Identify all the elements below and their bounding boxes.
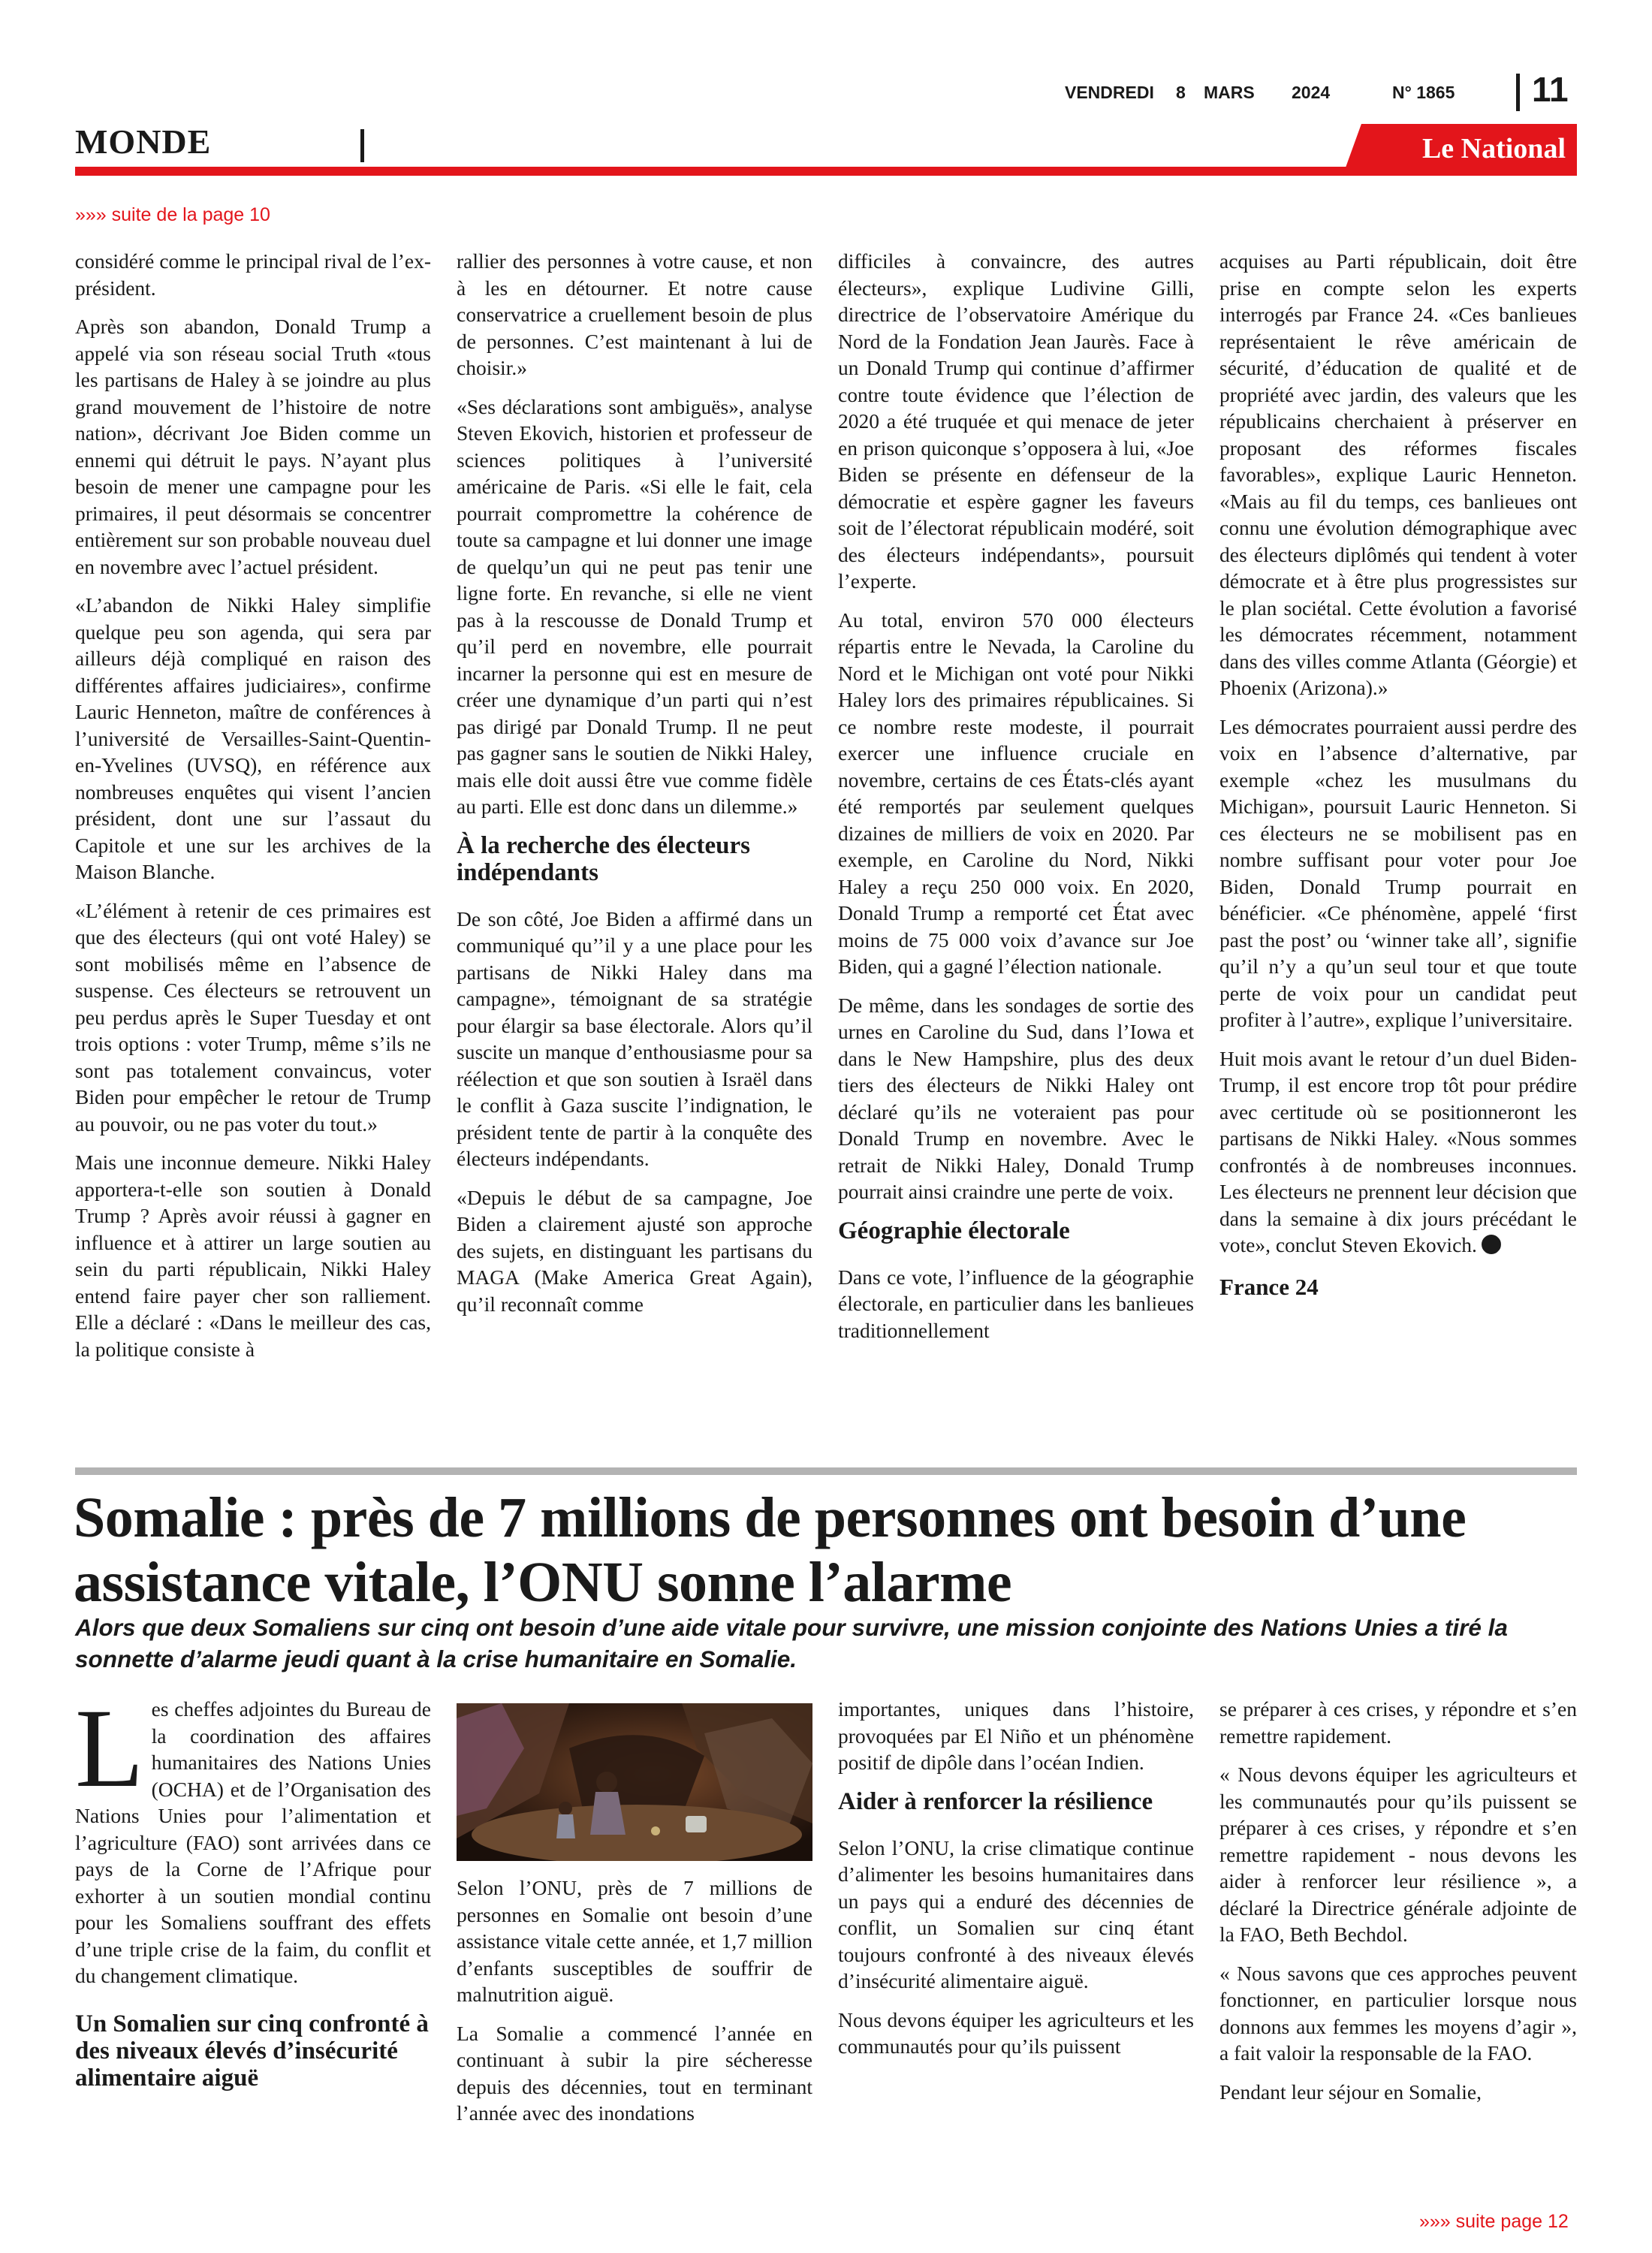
- paragraph: Mais une inconnue demeure. Nikki Haley apportera-t-elle son soutien à Donald Trump ? Après avoir réussi à gagner en influence et à attirer un large soutien au sein du parti républicain, Nikki Haley entend faire payer cher son ralliement. Elle a déclaré : «Dans le meilleur des cas, la politique consiste à: [75, 1151, 431, 1361]
- paragraph: De même, dans les sondages de sortie des urnes en Caroline du Sud, dans l’Iowa et dans le New Hampshire, plus des deux tiers des électeurs de Nikki Haley ont déclaré qu’ils ne voteraient pas pour Donald Trump en novembre. Avec le retrait de Nikki Haley, Donald Trump pourrait ainsi craindre une perte de voix.: [838, 993, 1194, 1203]
- paragraph: Après son abandon, Donald Trump a appelé via son réseau social Truth «tous les partisans de Haley à se joindre au plus grand mouvement de l’histoire de notre nation», décrivant Joe Biden comme un ennemi qui détruit le pays. N’ayant plus besoin de mener une campagne pour les primaires, il peut désormais se concentrer entièrement sur son probable nouveau duel en novembre avec l’actuel président.: [75, 315, 431, 578]
- paragraph: Selon l’ONU, près de 7 millions de personnes en Somalie ont besoin d’une assistance vitale cette année, et 1,7 million d’enfants susceptibles de souffrir de malnutrition aiguë.: [457, 1876, 812, 2006]
- paragraph: considéré comme le principal rival de l’ex-président.: [75, 249, 431, 300]
- article1-column-4: [1219, 248, 1577, 1300]
- article2-headline: Somalie : près de 7 millions de personnes ont besoin d’une assistance vitale, l’ONU sonne l’alarme: [74, 1486, 1467, 1614]
- header-month: MARS: [1204, 83, 1255, 102]
- paragraph: Nous devons équiper les agriculteurs et les communautés pour qu’ils puissent: [838, 2007, 1194, 2058]
- drop-cap: L: [75, 1686, 144, 1811]
- paragraph: [75, 1686, 431, 1989]
- article2-column-4: [1219, 1696, 1577, 2117]
- article2-standfirst: Alors que deux Somaliens sur cinq ont besoin d’une aide vitale pour survivre, une mission conjointe des Nations Unies a tiré la sonnette d’alarme jeudi quant à la crise humanitaire en Somalie.: [75, 1614, 1508, 1672]
- article2-column-2: [457, 1874, 812, 2139]
- header-day: VENDREDI: [1065, 83, 1154, 102]
- header-issue-number: N° 1865: [1392, 83, 1455, 102]
- paragraph: « Nous devons équiper les agriculteurs et les communautés pour qu’ils puissent se préparer à ces crises, y répondre et s’en remettre rapidement - nous devons les aider à renforcer leur résilience », a déclaré la Directrice générale adjointe de la FAO, Beth Bechdol.: [1219, 1763, 1577, 1946]
- article-photo: [457, 1703, 812, 1861]
- paragraph: importantes, uniques dans l’histoire, provoquées par El Niño et un phénomène positif de dipôle dans l’océan Indien.: [838, 1697, 1194, 1774]
- subheading-resilience: Aider à renforcer la résilience: [838, 1787, 1153, 1815]
- paragraph: « Nous savons que ces approches peuvent fonctionner, en particulier lorsque nous donnons aux femmes les moyens d’agir », a fait valoir la responsable de la FAO.: [1219, 1961, 1577, 2064]
- paragraph: Selon l’ONU, la crise climatique continue d’alimenter les besoins humanitaires dans un pays qui a enduré des décennies de conflit, un Somalien sur cinq étant toujours confronté à des niveaux élevés d’insécurité alimentaire aiguë.: [838, 1835, 1194, 1992]
- hexagon-end-icon: [1482, 1235, 1501, 1254]
- paragraph: «L’abandon de Nikki Haley simplifie quelque peu son agenda, qui sera par ailleurs déjà compliqué en raison des différentes affaires judiciaires», confirme Lauric Henneton, maître de conférences à l’université de Versailles-Saint-Quentin-en-Yvelines (UVSQ), en référence aux nombreuses enquêtes qui visent l’ancien président, dont une sur l’assaut du Capitole et une sur les archives de la Maison Blanche.: [75, 593, 431, 883]
- subheading-independents: À la recherche des électeurs indépendants: [457, 831, 750, 886]
- paragraph: difficiles à convaincre, des autres électeurs», explique Ludivine Gilli, directrice de l’observatoire Amérique du Nord de la Fondation Jean Jaurès. Face à un Donald Trump qui continue d’affirmer contre toute évidence que l’élection de 2020 a été truquée et qui menace de jeter en prison quiconque s’opposera à lui, «Joe Biden se présente en défenseur de la démocratie et espère gagner les faveurs soit de l’électorat républicain modéré, soit des électeurs indépendants», poursuit l’experte.: [838, 249, 1194, 593]
- continued-from-label: »»» suite de la page 10: [75, 204, 270, 225]
- page-number: 11: [1532, 70, 1569, 109]
- paragraph: Au total, environ 570 000 électeurs répartis entre le Nevada, la Caroline du Nord et le Michigan ont voté pour Nikki Haley lors des primaires républicaines. Si ce nombre reste modeste, il pourrait exercer une influence cruciale en novembre, certains de ces États-clés ayant été remportés par seulement quelques dizaines de milliers de voix en 2020. Par exemple, en Caroline du Nord, Nikki Haley a reçu 250 000 voix. En 2020, Donald Trump a remporté cet État avec moins de 75 000 voix d’avance sur Joe Biden, qui a gagné l’élection nationale.: [838, 608, 1194, 978]
- paragraph: «L’élément à retenir de ces primaires est que des électeurs (qui ont voté Haley) se sont mobilisés même en l’absence de suspense. Ces électeurs se retrouvent un peu perdus après le Super Tuesday et ont trois options : voter Trump, même s’ils ne sont pas totalement convaincus, voter Biden pour empêcher le retour de Trump au pouvoir, ou ne pas voter du tout.»: [75, 898, 431, 1136]
- paragraph: Pendant leur séjour en Somalie,: [1219, 2080, 1482, 2104]
- photo-illustration: [457, 1703, 812, 1861]
- paragraph: acquises au Parti républicain, doit être prise en compte selon les experts interrogés par France 24. «Ces banlieues représentaient le rêve américain de sécurité, d’éducation de qualité et de propriété avec jardin, des valeurs que les républicains cherchaient à préserver en proposant des réformes fiscales favorables», explique Lauric Henneton. «Mais au fil du temps, ces banlieues ont connu une évolution démographique avec des électeurs diplômés qui tendent à voter démocrate et à être plus progressistes sur le plan sociétal. Cette évolution a favorisé les démocrates récemment, notamment dans des villes comme Atlanta (Géorgie) et Phoenix (Arizona).»: [1219, 249, 1577, 699]
- article2-column-1: [75, 1686, 431, 2111]
- paragraph: Les démocrates pourraient aussi perdre des voix en l’absence d’alternative, par exemple «chez les musulmans du Michigan», poursuit Lauric Henneton. Si ces électeurs ne se mobilisent pas en nombre suffisant pour voter pour Joe Biden, Donald Trump pourrait en bénéficier. «Ce phénomène, appelé ‘first past the post’ ou ‘winner take all’, signifie qu’il n’y a qu’un seul tour et que toute perte de voix pour un candidat peut profiter à l’autre», explique l’universitaire.: [1219, 714, 1577, 1031]
- paragraph-text: Huit mois avant le retour d’un duel Biden-Trump, il est encore trop tôt pour prédire avec certitude où se positionneront les partisans de Nikki Haley. «Nous sommes confrontés à de nombreuses inconnues. Les électeurs ne prennent leur décision que dans la semaine à dix jours précédant le vote», conclut Steven Ekovich.: [1219, 1046, 1577, 1256]
- paragraph: «Ses déclarations sont ambiguës», analyse Steven Ekovich, historien et professeur de sciences politiques à l’université américaine de Paris. «Si elle le fait, cela pourrait compromettre la cohérence de toute sa campagne et lui donner une image de quelqu’un qui ne peut pas tenir une ligne forte. En revanche, si elle ne vient pas à la rescousse de Donald Trump et qu’il perd en novembre, elle pourrait incarner la personne qui est en mesure de créer une dynamique d’un parti qui n’est pas dirigé par Donald Trump. Il ne peut pas gagner sans le soutien de Nikki Haley, mais elle doit aussi être vue comme fidèle au parti. Elle est donc dans un dilemme.»: [457, 394, 812, 818]
- paragraph: se préparer à ces crises, y répondre et s’en remettre rapidement.: [1219, 1697, 1577, 1748]
- paragraph: [1219, 1045, 1577, 1259]
- header-date-number: 8: [1176, 83, 1186, 102]
- article2-column-3: [838, 1696, 1194, 2072]
- section-title: MONDE: [75, 122, 212, 161]
- page-number-divider: [1516, 74, 1520, 111]
- paragraph: rallier des personnes à votre cause, et non à les en détourner. Et notre cause conservatrice a cruellement besoin de plus de personnes. C’est maintenant à lui de choisir.»: [457, 249, 812, 379]
- continued-to-label: »»» suite page 12: [1419, 2211, 1569, 2232]
- subheading-food-insecurity: Un Somalien sur cinq confronté à des niveaux élevés d’insécurité alimentaire aiguë: [75, 2010, 429, 2092]
- brand-name: Le National: [1421, 133, 1566, 164]
- paragraph-text: es cheffes adjointes du Bureau de la coordination des affaires humanitaires des Nations Unies (OCHA) et de l’Organisation des Nations Unies pour l’alimentation et l’agriculture (FAO) sont arrivées dans ce pays de la Corne de l’Afrique pour exhorter à un soutien mondial continu pour les Somaliens souffrant des effets d’une triple crise de la faim, du conflit et du changement climatique.: [75, 1697, 431, 1987]
- article-divider: [75, 1467, 1577, 1475]
- article1-column-1: [75, 248, 431, 1374]
- section-divider: [360, 129, 364, 162]
- article-signature: France 24: [1219, 1273, 1319, 1300]
- article1-column-2: [457, 248, 812, 1329]
- paragraph: De son côté, Joe Biden a affirmé dans un communiqué qu’’il y a une place pour les partisans de Nikki Haley dans ma campagne», témoignant de sa stratégie pour élargir sa base électorale. Alors qu’il suscite un manque d’enthousiasme pour sa réélection et que son soutien à Israël dans le conflit à Gaza suscite l’indignation, le président tente de partir à la conquête des électeurs indépendants.: [457, 906, 812, 1170]
- header-year: 2024: [1292, 83, 1331, 102]
- paragraph: «Depuis le début de sa campagne, Joe Biden a clairement ajusté son approche des sujets, en distinguant les partisans du MAGA (Make America Great Again), qu’il reconnaît comme: [457, 1185, 812, 1316]
- subheading-geography: Géographie électorale: [838, 1217, 1070, 1244]
- article1-column-3: [838, 248, 1194, 1356]
- paragraph: Dans ce vote, l’influence de la géographie électorale, en particulier dans les banlieues traditionnellement: [838, 1265, 1194, 1342]
- paragraph: La Somalie a commencé l’année en continuant à subir la pire sécheresse depuis des décennies, tout en terminant l’année avec des inondations: [457, 2021, 812, 2125]
